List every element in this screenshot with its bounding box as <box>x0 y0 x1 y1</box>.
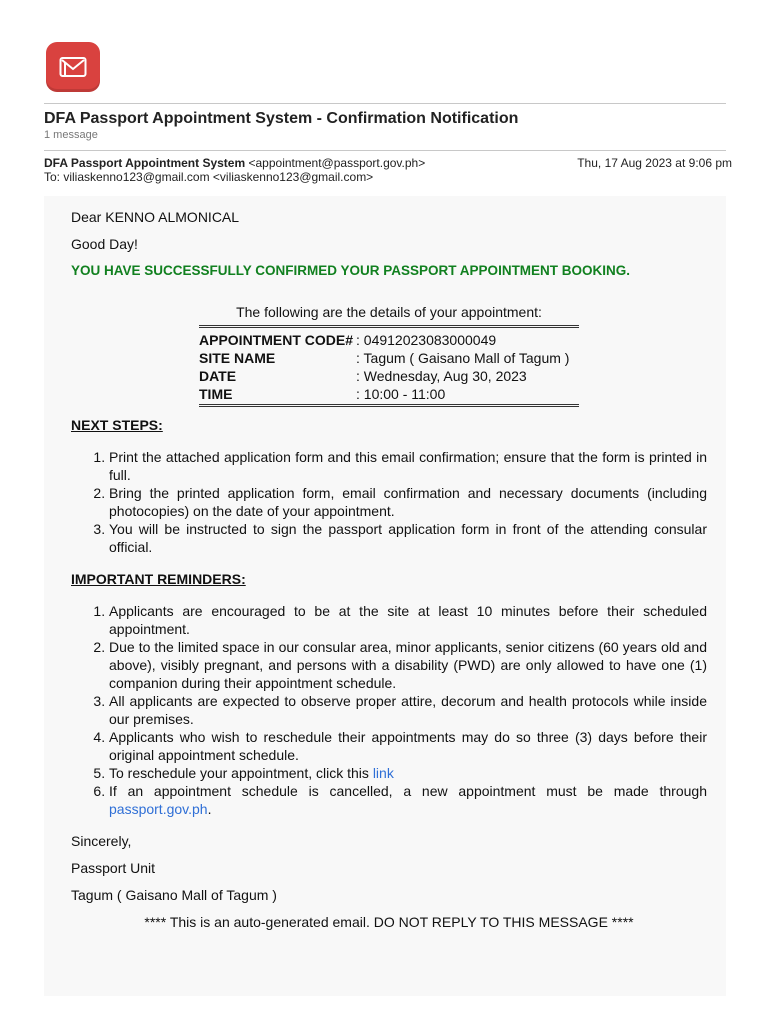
greeting: Dear KENNO ALMONICAL <box>71 209 240 225</box>
envelope-icon <box>59 55 87 79</box>
passport-site-link[interactable]: passport.gov.ph <box>109 801 208 817</box>
details-label: TIME <box>199 386 233 402</box>
details-label: DATE <box>199 368 237 384</box>
appointment-details-table <box>199 325 579 407</box>
header-divider-top <box>44 103 726 104</box>
sender-site: Tagum ( Gaisano Mall of Tagum ) <box>71 887 277 903</box>
details-label: SITE NAME <box>199 350 276 366</box>
email-body <box>71 208 707 931</box>
details-label: APPOINTMENT CODE# <box>199 332 354 348</box>
sign-off: Sincerely, <box>71 833 132 849</box>
signature-block <box>71 832 707 904</box>
reminder-text-end: . <box>207 801 212 817</box>
details-row <box>199 367 579 385</box>
details-value: : Tagum ( Gaisano Mall of Tagum ) <box>356 350 570 366</box>
email-date: Thu, 17 Aug 2023 at 9:06 pm <box>577 156 732 170</box>
details-row <box>199 331 579 349</box>
sender-name: DFA Passport Appointment System <box>44 156 246 170</box>
details-value: : 10:00 - 11:00 <box>356 386 446 402</box>
details-row <box>199 385 579 403</box>
details-value: : 04912023083000049 <box>356 332 497 348</box>
list-item <box>109 782 707 818</box>
reminders-heading: IMPORTANT REMINDERS: <box>71 571 246 587</box>
reschedule-link[interactable]: link <box>372 765 394 781</box>
next-steps-heading: NEXT STEPS: <box>71 417 163 433</box>
list-item: 2. Due to the limited space in our consular area, minor applicants, senior citizens (60 years old and above), visibly pregnant, and persons with a disability (PWD) are only allowed to have one (1) companion during their appointment schedule. <box>109 638 707 692</box>
list-item: 1. Applicants are encouraged to be at the site at least 10 minutes before their scheduled appointment. <box>109 602 707 638</box>
email-subject: DFA Passport Appointment System - Confirmation Notification <box>44 110 519 127</box>
list-item <box>109 764 707 782</box>
list-item: 1. Print the attached application form and this email confirmation; ensure that the form is printed in full. <box>109 448 707 484</box>
header-divider-middle <box>44 150 726 151</box>
reminder-text: If an appointment schedule is cancelled, a new appointment must be made through <box>109 783 707 799</box>
auto-generated-notice: **** This is an auto-generated email. DO NOT REPLY TO THIS MESSAGE **** <box>144 914 634 930</box>
details-intro: The following are the details of your appointment: <box>236 304 542 320</box>
sender-line <box>44 156 425 170</box>
list-item: 4. Applicants who wish to reschedule their appointments may do so three (3) days before their original appointment schedule. <box>109 728 707 764</box>
details-value: : Wednesday, Aug 30, 2023 <box>356 368 527 384</box>
details-row <box>199 349 579 367</box>
list-item: 3. All applicants are expected to observe proper attire, decorum and health protocols while inside our premises. <box>109 692 707 728</box>
recipient-line: To: viliaskenno123@gmail.com <viliaskenno123@gmail.com> <box>44 170 374 184</box>
good-day: Good Day! <box>71 236 138 252</box>
list-item: 3. You will be instructed to sign the passport application form in front of the attending consular official. <box>109 520 707 556</box>
next-steps-list <box>71 448 707 556</box>
mail-app-icon <box>46 42 100 92</box>
sender-address: <appointment@passport.gov.ph> <box>248 156 426 170</box>
success-message: YOU HAVE SUCCESSFULLY CONFIRMED YOUR PASSPORT APPOINTMENT BOOKING. <box>71 263 631 278</box>
list-item: 2. Bring the printed application form, email confirmation and necessary documents (including photocopies) on the date of your appointment. <box>109 484 707 520</box>
reminders-list <box>71 602 707 818</box>
message-count: 1 message <box>44 129 98 141</box>
reminder-text: To reschedule your appointment, click this <box>109 765 373 781</box>
sender-unit: Passport Unit <box>71 860 156 876</box>
